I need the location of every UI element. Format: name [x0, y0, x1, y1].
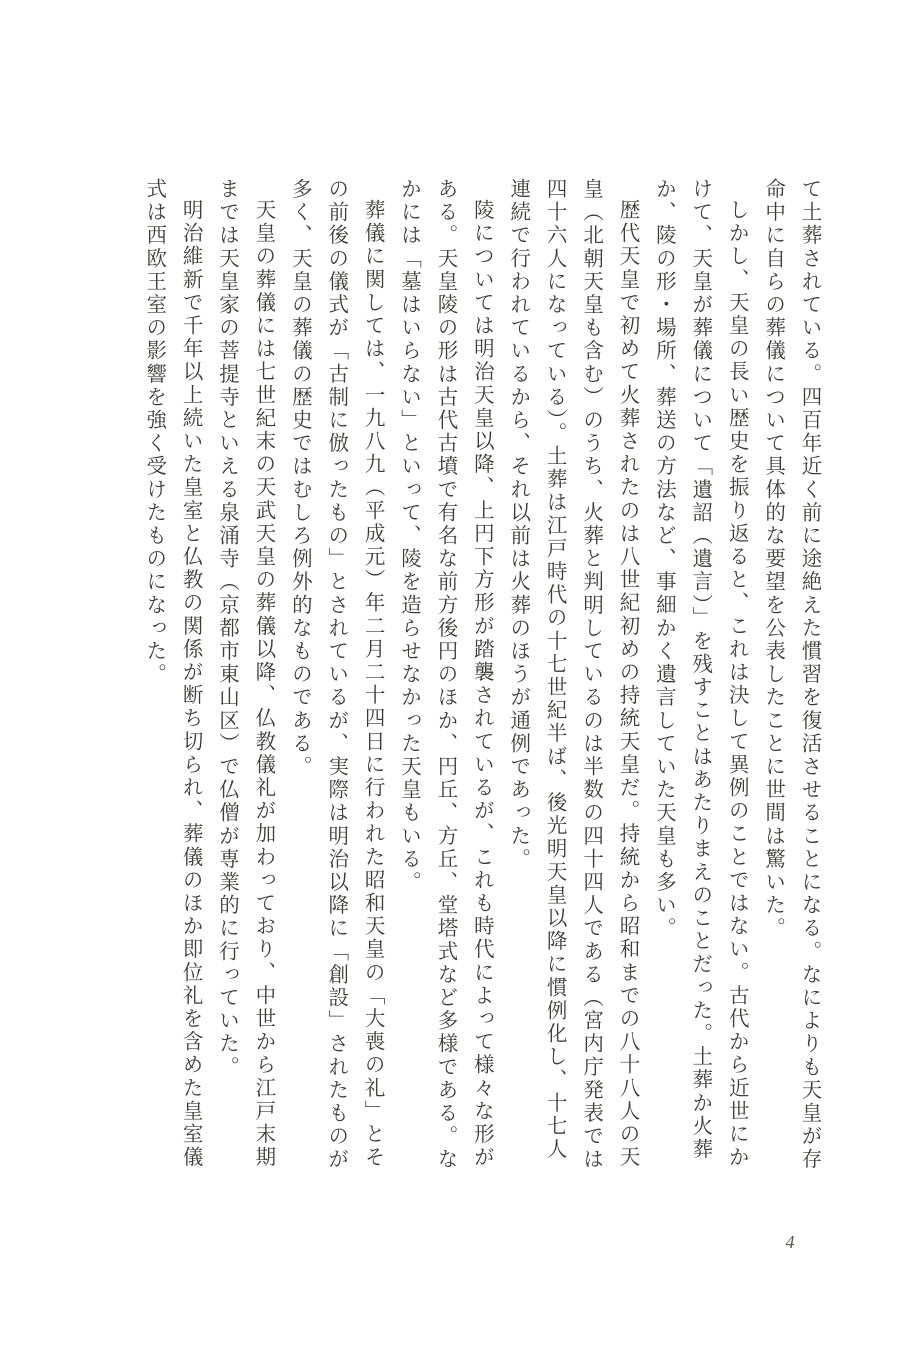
- paragraph-6: 天皇の葬儀には七世紀末の天武天皇の葬儀以降、仏教儀礼が加わっており、中世から江戸末期までは天皇家の菩提寺といえる泉涌寺（京都市東山区）で仏僧が専業的に行っていた。: [215, 178, 276, 1169]
- vertical-body-text: [68, 178, 828, 1178]
- paragraph-1: て土葬されている。四百年近く前に途絶えた慣習を復活させることになる。なによりも天皇が存命中に自らの葬儀について具体的な要望を公表したことに世間は驚いた。: [761, 178, 822, 1172]
- page-number: 4: [785, 1232, 795, 1252]
- paragraph-2: しかし、天皇の長い歴史を振り返ると、これは決して異例のことではない。古代から近世にかけて、天皇が葬儀について「遺詔（遺言）」を残すことはあたりまえのことだった。土葬か火葬か、陵の形・場所、葬送の方法など、事細かく遺言していた天皇も多い。: [652, 178, 750, 1169]
- paragraph-4: 陵については明治天皇以降、上円下方形が踏襲されているが、これも時代によって様々な形がある。天皇陵の形は古代古墳で有名な前方後円のほか、円丘、方丘、堂塔式など多様である。なかには「墓はいらない」といって、陵を造らせなかった天皇もいる。: [397, 178, 495, 1172]
- paragraph-5: 葬儀に関しては、一九八九（平成元）年二月二十四日に行われた昭和天皇の「大喪の礼」とその前後の儀式が「古制に倣ったもの」とされているが、実際は明治以降に「創設」されたものが多く、天皇の葬儀の歴史ではむしろ例外的なものである。: [288, 178, 386, 1172]
- paragraph-3: 歴代天皇で初めて火葬されたのは八世紀初めの持統天皇だ。持統から昭和までの八十八人の天皇（北朝天皇も含む）のうち、火葬と判明しているのは半数の四十四人である（宮内庁発表では四十六人になっている）。土葬は江戸時代の十七世紀半ば、後光明天皇以降に慣例化し、十七人連続で行われているから、それ以前は火葬のほうが通例であった。: [506, 178, 640, 1172]
- paragraph-7: 明治維新で千年以上続いた皇室と仏教の関係が断ち切られ、葬儀のほか即位礼を含めた皇室儀式は西欧王室の影響を強く受けたものになった。: [142, 178, 204, 1169]
